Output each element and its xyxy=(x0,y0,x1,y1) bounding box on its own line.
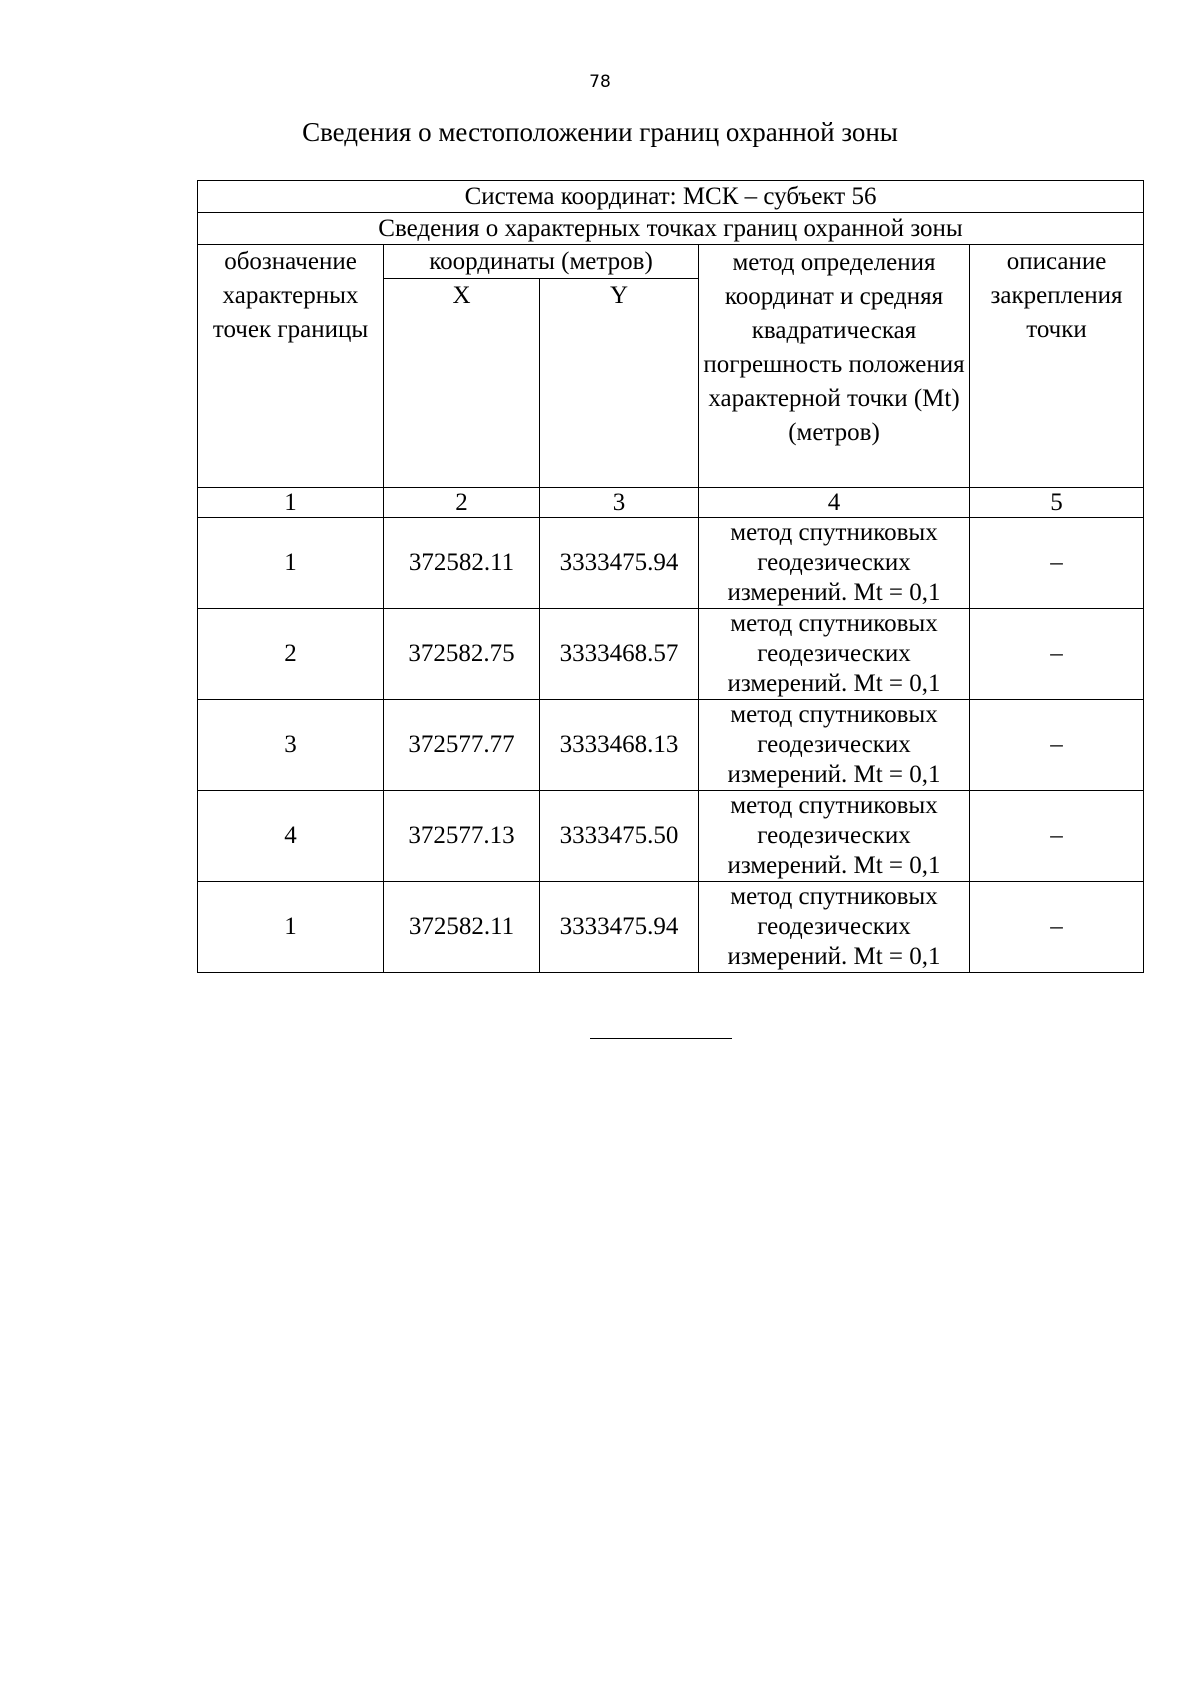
separator-line xyxy=(590,1038,732,1039)
header-x: X xyxy=(384,279,540,488)
page-number: 78 xyxy=(589,72,611,92)
y-cell: 3333475.94 xyxy=(540,518,699,609)
y-cell: 3333475.50 xyxy=(540,791,699,882)
column-number: 5 xyxy=(970,488,1144,518)
table-row xyxy=(198,882,1144,973)
description-cell: – xyxy=(970,700,1144,791)
point-cell: 4 xyxy=(198,791,384,882)
method-cell: метод спутниковых геодезических измерений. Mt = 0,1 xyxy=(699,518,970,609)
description-cell: – xyxy=(970,882,1144,973)
description-cell: – xyxy=(970,609,1144,700)
column-number: 4 xyxy=(699,488,970,518)
column-number: 1 xyxy=(198,488,384,518)
y-cell: 3333468.57 xyxy=(540,609,699,700)
column-numbers-row xyxy=(198,488,1144,518)
coordinates-table xyxy=(197,180,1144,973)
description-cell: – xyxy=(970,518,1144,609)
header-coords-group: координаты (метров) xyxy=(384,245,699,279)
coordinate-system-cell: Система координат: МСК – субъект 56 xyxy=(198,181,1144,213)
header-method: метод определения координат и средняя квадратическая погрешность положения характерной точки (Mt) (метров) xyxy=(699,245,970,488)
header-row xyxy=(198,245,1144,279)
method-cell: метод спутниковых геодезических измерений. Mt = 0,1 xyxy=(699,791,970,882)
x-cell: 372577.13 xyxy=(384,791,540,882)
description-cell: – xyxy=(970,791,1144,882)
x-cell: 372582.75 xyxy=(384,609,540,700)
point-cell: 2 xyxy=(198,609,384,700)
column-number: 2 xyxy=(384,488,540,518)
header-point-label: обозначение характерных точек границы xyxy=(198,245,384,488)
y-cell: 3333468.13 xyxy=(540,700,699,791)
table-row xyxy=(198,700,1144,791)
point-cell: 1 xyxy=(198,882,384,973)
table-row xyxy=(198,518,1144,609)
x-cell: 372577.77 xyxy=(384,700,540,791)
points-info-cell: Сведения о характерных точках границ охранной зоны xyxy=(198,213,1144,245)
document-title: Сведения о местоположении границ охранной зоны xyxy=(302,117,898,147)
column-number: 3 xyxy=(540,488,699,518)
system-row xyxy=(198,181,1144,213)
x-cell: 372582.11 xyxy=(384,518,540,609)
table-row xyxy=(198,791,1144,882)
table-row xyxy=(198,609,1144,700)
method-cell: метод спутниковых геодезических измерений. Mt = 0,1 xyxy=(699,882,970,973)
method-cell: метод спутниковых геодезических измерений. Mt = 0,1 xyxy=(699,700,970,791)
header-y: Y xyxy=(540,279,699,488)
point-cell: 1 xyxy=(198,518,384,609)
points-info-row xyxy=(198,213,1144,245)
y-cell: 3333475.94 xyxy=(540,882,699,973)
header-description: описание закрепления точки xyxy=(970,245,1144,488)
method-cell: метод спутниковых геодезических измерений. Mt = 0,1 xyxy=(699,609,970,700)
x-cell: 372582.11 xyxy=(384,882,540,973)
point-cell: 3 xyxy=(198,700,384,791)
